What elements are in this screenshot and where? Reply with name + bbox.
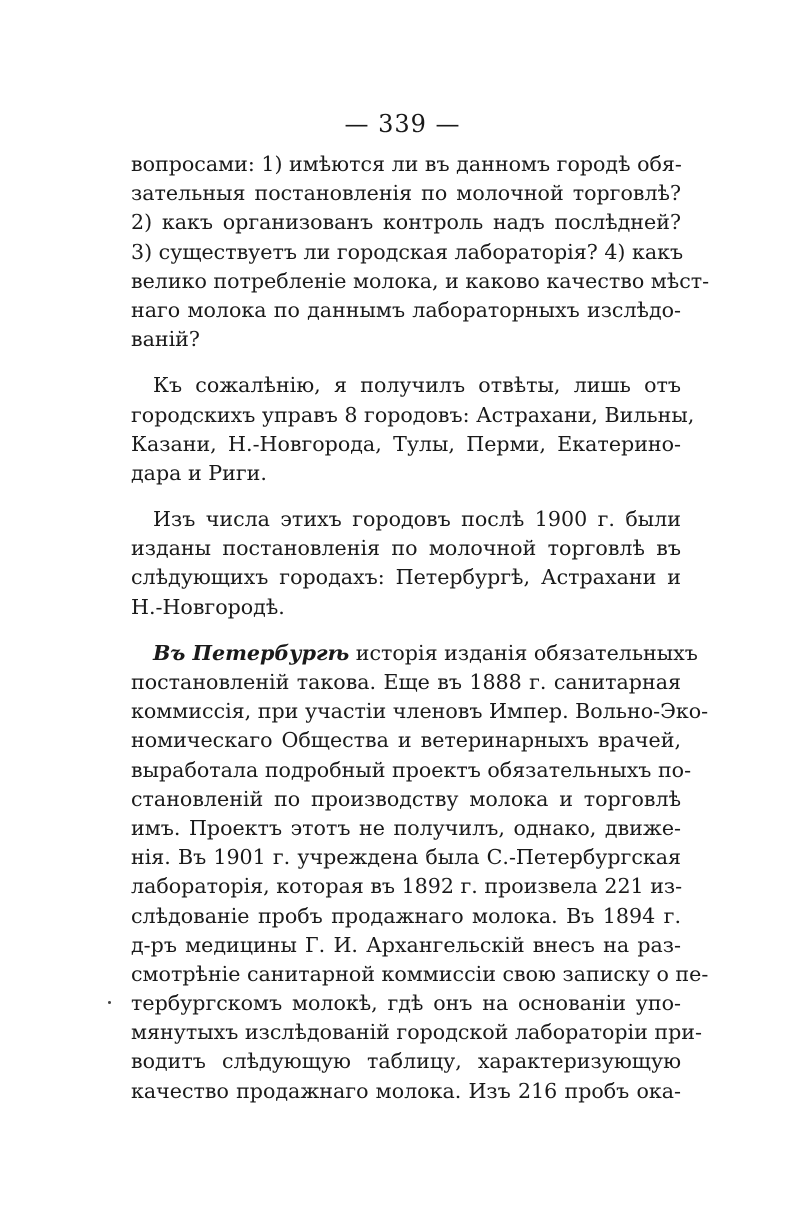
text-line: качество продажнаго молока. Изъ 216 пробъ ока-: [131, 1078, 681, 1103]
text-line: Изъ числа этихъ городовъ послѣ 1900 г. были: [153, 507, 681, 532]
text-line: изданы постановленія по молочной торговлѣ въ: [131, 536, 681, 561]
text-line: дара и Риги.: [131, 460, 267, 485]
body-text: [131, 150, 710, 1123]
paragraph-3: [131, 505, 681, 622]
text-line: 2) какъ организованъ контроль надъ послѣдней?: [131, 210, 681, 235]
text-line: становленій по производству молока и торговлѣ: [131, 786, 681, 811]
text-line: смотрѣніе санитарной коммиссіи свою записку о пе-: [131, 961, 709, 986]
text-line: вопросами: 1) имѣются ли въ данномъ городѣ обя-: [131, 152, 682, 176]
text-line: 3) существуетъ ли городская лабораторія? 4) какъ: [131, 239, 684, 264]
text-line: имъ. Проектъ этотъ не получилъ, однако, движе-: [131, 815, 681, 840]
text-line: выработала подробный проектъ обязательныхъ по-: [131, 757, 692, 782]
text-line: тербургскомъ молокѣ, гдѣ онъ на основаніи упо-: [131, 991, 681, 1016]
text-line: номическаго Общества и ветеринарныхъ врачей,: [131, 728, 681, 753]
page-number: — 339 —: [344, 110, 461, 138]
italic-term: Въ Петербургѣ: [153, 640, 350, 665]
text-line: велико потребленіе молока, и каково качество мѣст-: [131, 268, 710, 293]
text-line: слѣдованіе пробъ продажнаго молока. Въ 1894 г.: [131, 903, 681, 928]
text-line: постановленій такова. Еще въ 1888 г. санитарная: [131, 670, 681, 694]
text-line: лабораторія, которая въ 1892 г. произвела 221 из-: [131, 874, 683, 899]
text-line: [131, 639, 698, 668]
paragraph-2: [131, 371, 695, 488]
text-line: водитъ слѣдующую таблицу, характеризующую: [131, 1049, 681, 1074]
paragraph-1: [131, 150, 710, 354]
ink-speck: [108, 1001, 111, 1004]
text-line: наго молока по даннымъ лабораторныхъ изслѣдо-: [131, 297, 681, 322]
text-line: слѣдующихъ городахъ: Петербургѣ, Астрахани и: [131, 565, 681, 590]
text-line: Къ сожалѣнію, я получилъ отвѣты, лишь отъ: [153, 373, 681, 398]
text-line: д-ръ медицины Г. И. Архангельскій внесъ на раз-: [131, 932, 681, 957]
paragraph-4: [131, 639, 709, 1106]
text-line: Н.-Новгородѣ.: [131, 594, 285, 619]
text-line: ваній?: [131, 327, 200, 352]
text-line: городскихъ управъ 8 городовъ: Астрахани, Вильны,: [131, 402, 695, 427]
text-line: нія. Въ 1901 г. учреждена была С.-Петербургская: [131, 845, 681, 870]
text-line: коммиссія, при участіи членовъ Импер. Вольно-Эко-: [131, 699, 709, 724]
text-line: мянутыхъ изслѣдованій городской лабораторіи при-: [131, 1020, 702, 1045]
text-line: зательныя постановленія по молочной торговлѣ?: [131, 181, 681, 206]
text-fragment: исторія изданія обязательныхъ: [349, 640, 698, 665]
text-line: Казани, Н.-Новгорода, Тулы, Перми, Екатерино-: [131, 431, 681, 456]
